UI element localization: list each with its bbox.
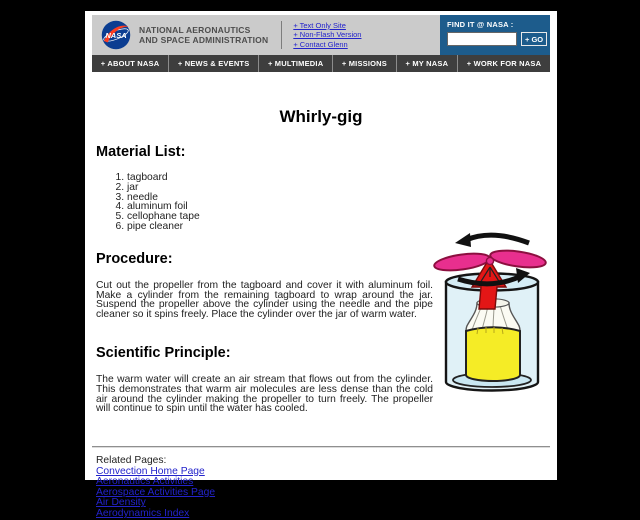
- search-label: FIND IT @ NASA :: [447, 20, 514, 29]
- agency-title-line2: AND SPACE ADMINISTRATION: [139, 35, 269, 45]
- quick-links: [293, 21, 361, 50]
- quick-link[interactable]: + Non-Flash Version: [293, 30, 362, 40]
- agency-title-line1: NATIONAL AERONAUTICS: [139, 25, 251, 35]
- procedure-heading: Procedure:: [96, 250, 173, 267]
- material-item: 3. needle: [127, 193, 546, 203]
- principle-heading: Scientific Principle:: [96, 344, 231, 361]
- materials-list: [112, 173, 546, 232]
- principle-text: The warm water will create an air stream that flows out from the cylinder. This demonstrates that warm air molecules are less dense than the cold air around the cylinder making the propeller to turn freely. The propeller will continue to spin until the water has cooled.: [96, 373, 433, 415]
- search-row: [447, 32, 543, 46]
- related-link[interactable]: Air Density: [96, 497, 146, 509]
- search-input[interactable]: [447, 32, 517, 46]
- quick-link[interactable]: + Contact Glenn: [293, 39, 348, 49]
- whirly-gig-illustration: [426, 227, 548, 403]
- nav-item[interactable]: + MULTIMEDIA: [258, 55, 332, 72]
- material-item: 2. jar: [127, 183, 546, 193]
- page-title: Whirly-gig: [279, 107, 363, 126]
- search-panel: [440, 15, 550, 55]
- browser-page: [85, 11, 557, 520]
- main-nav: [92, 55, 550, 72]
- nav-item[interactable]: + NEWS & EVENTS: [168, 55, 258, 72]
- agency-title: [139, 25, 268, 45]
- related-link[interactable]: Aeronautics Activities: [96, 476, 194, 488]
- related-link[interactable]: Aerospace Activities Page: [96, 486, 216, 498]
- related-link[interactable]: Aerodynamics Index: [96, 508, 190, 520]
- nav-item[interactable]: + ABOUT NASA: [100, 59, 160, 68]
- site-header: [92, 15, 550, 55]
- header-divider: [281, 21, 282, 49]
- header-banner: [92, 15, 440, 55]
- related-links: [96, 467, 546, 520]
- nav-item[interactable]: + MISSIONS: [332, 55, 396, 72]
- procedure-text: Cut out the propeller from the tagboard and cover it with aluminum foil. Make a cylinder from the remaining tagboard to wrap around the jar. Suspend the propeller above the cylinder using the needle and the pipe cleaner so it spins freely. Place the cylinder over the jar of warm water.: [96, 279, 433, 321]
- svg-text:NASA: NASA: [105, 31, 127, 40]
- quick-link[interactable]: + Text Only Site: [293, 20, 346, 30]
- materials-heading: Material List:: [96, 144, 186, 160]
- related-link[interactable]: Convection Home Page: [96, 465, 205, 477]
- nasa-logo-icon: [101, 20, 131, 50]
- material-item: 1. tagboard: [127, 173, 546, 183]
- related-pages-section: [85, 448, 557, 519]
- nav-item[interactable]: + MY NASA: [396, 55, 457, 72]
- material-item: 4. aluminum foil: [127, 202, 546, 212]
- material-item: 5. cellophane tape: [127, 212, 546, 222]
- nav-item[interactable]: + WORK FOR NASA: [457, 55, 550, 72]
- go-button[interactable]: + GO: [521, 32, 547, 46]
- related-pages-label: Related Pages:: [96, 455, 167, 467]
- material-item: 6. pipe cleaner: [127, 222, 546, 232]
